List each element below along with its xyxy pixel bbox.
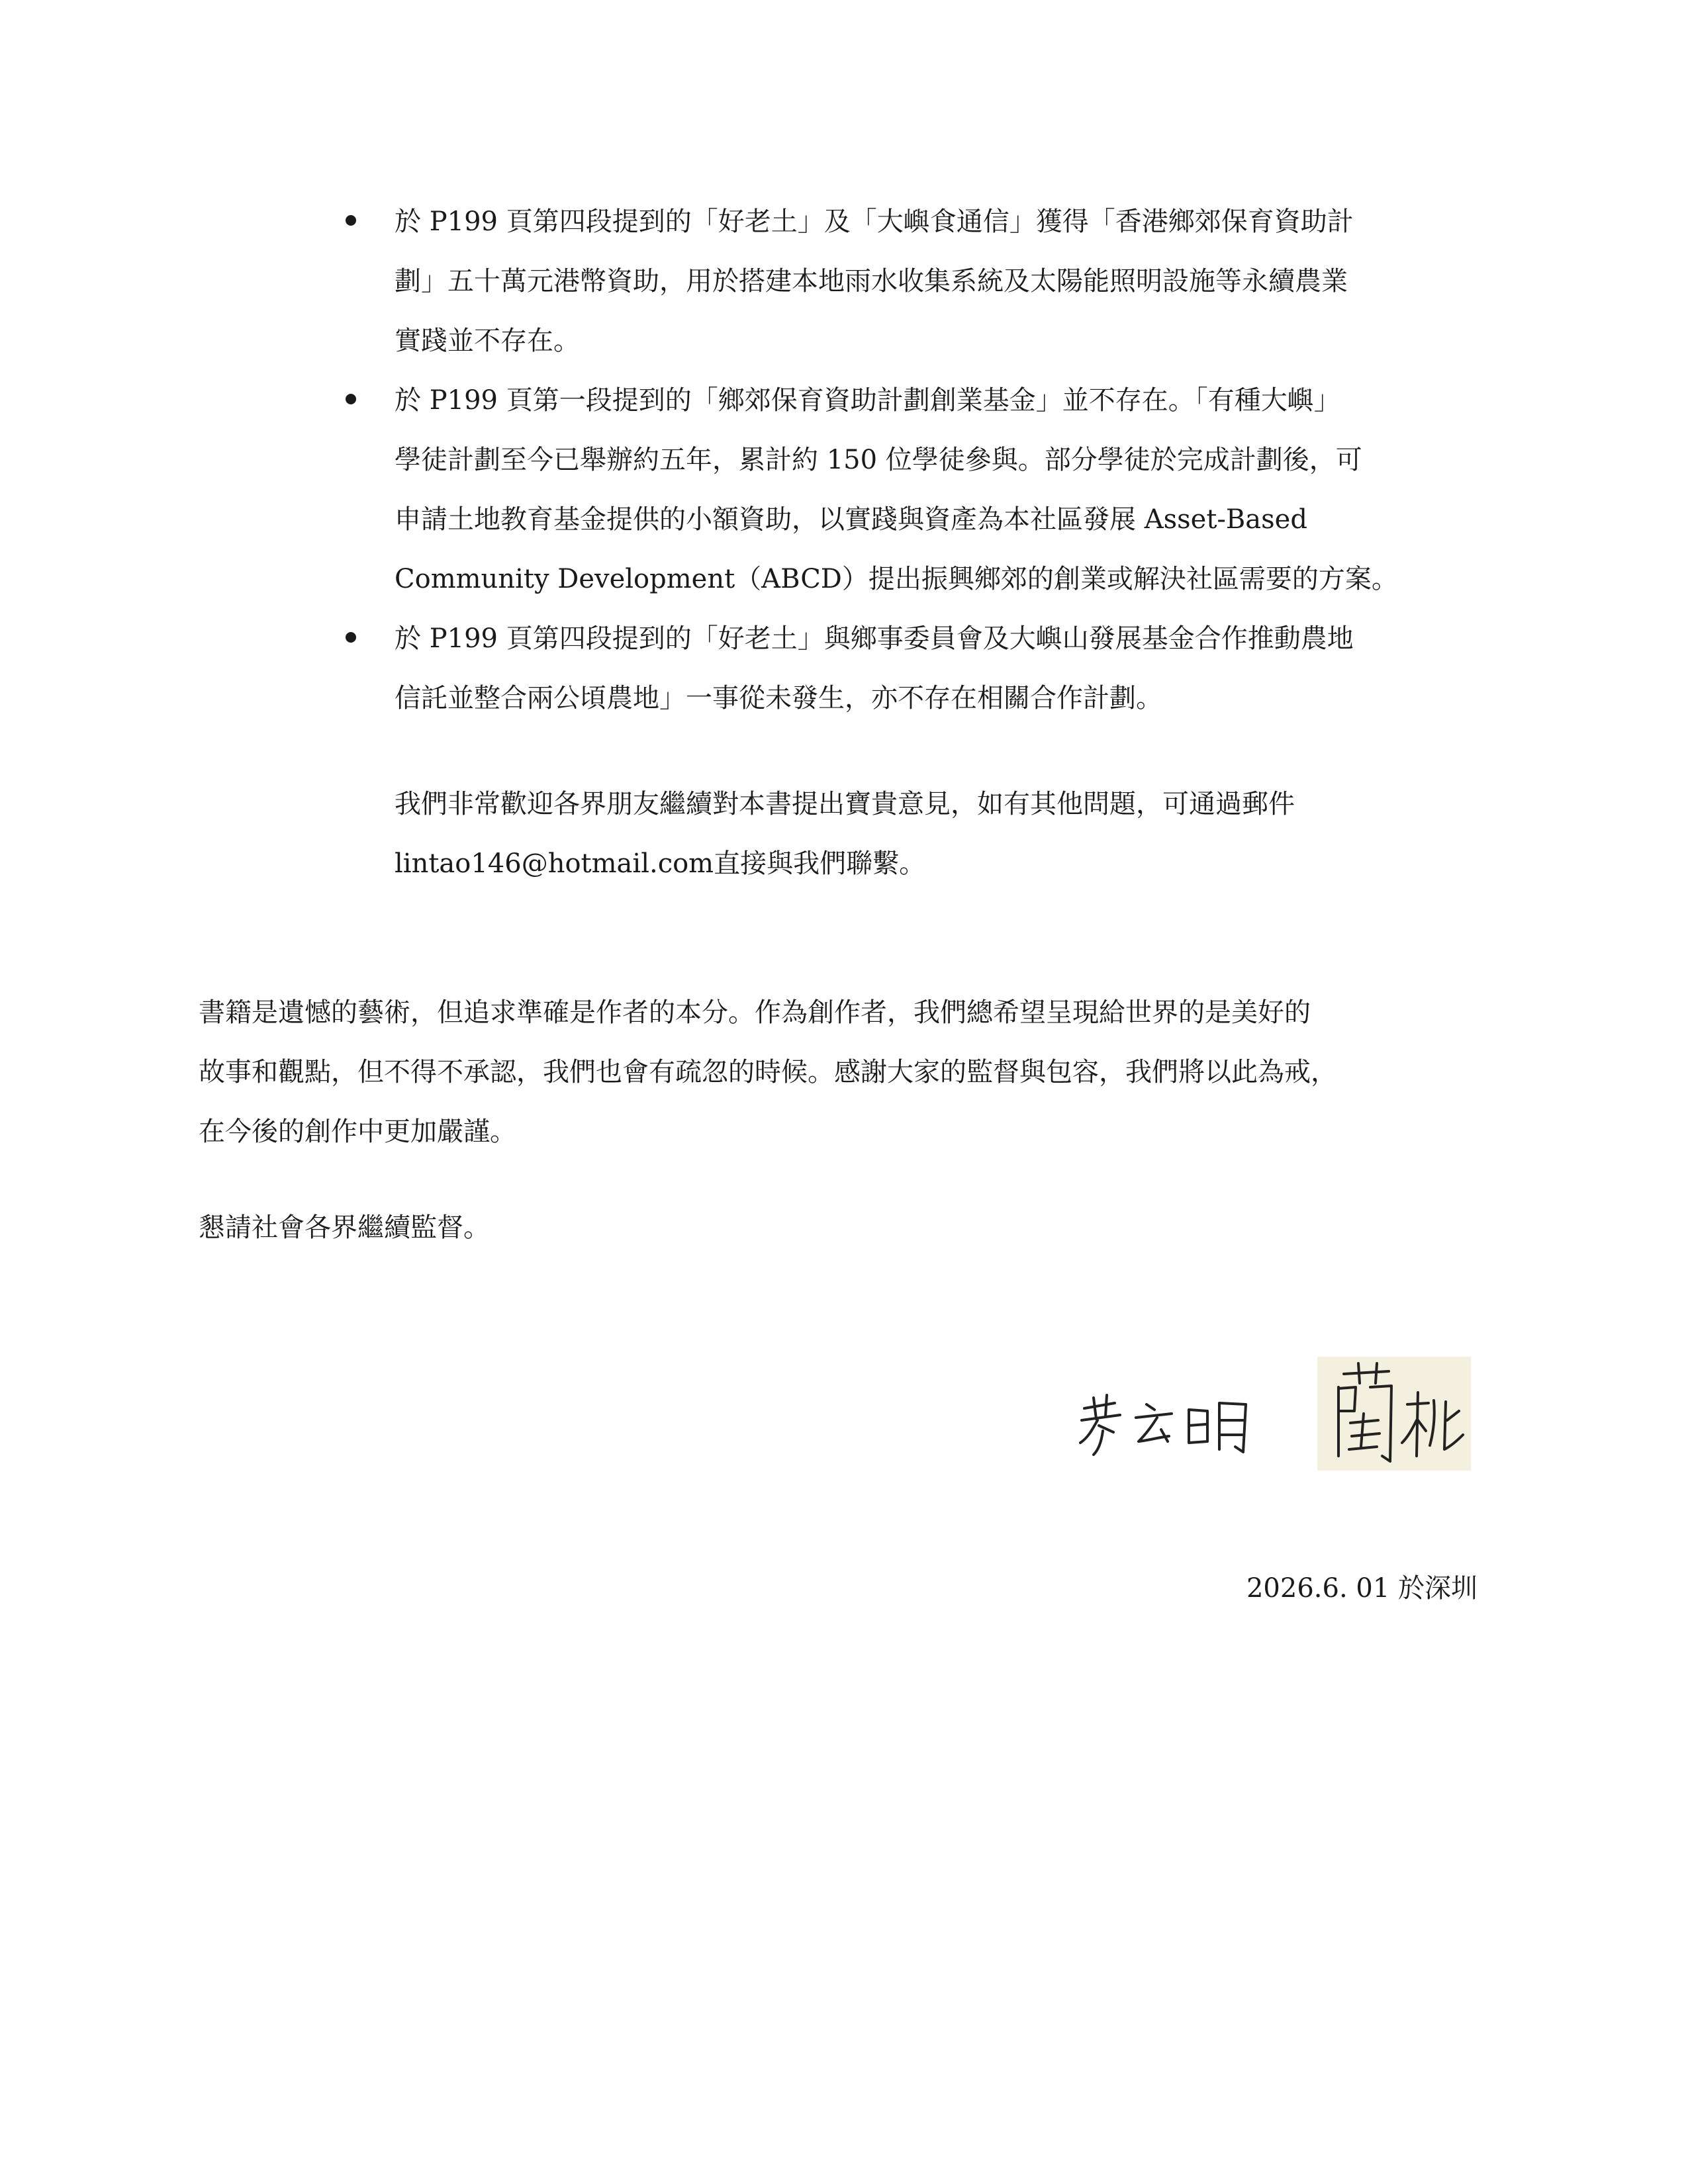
bullet-dot <box>346 215 356 226</box>
signature-huang-liming <box>1072 1383 1271 1463</box>
correction-list <box>331 192 1496 728</box>
signature-block <box>1072 1357 1470 1479</box>
list-item-line: 於 P199 頁第一段提到的「鄉郊保育資助計劃創業基金」並不存在。「有種大嶼」 <box>395 385 1340 416</box>
paragraph-line: 在今後的創作中更加嚴謹。 <box>199 1116 516 1147</box>
welcome-paragraph <box>395 774 1520 893</box>
list-item-line: 信託並整合兩公頃農地」一事從未發生，亦不存在相關合作計劃。 <box>395 683 1162 713</box>
signature-lan-tao <box>1317 1357 1471 1471</box>
contact-email-line: lintao146@hotmail.com直接與我們聯繫。 <box>395 848 926 879</box>
signing-date-place: 2026.6. 01 於深圳 <box>1246 1573 1477 1604</box>
list-item <box>331 609 1496 728</box>
list-item <box>331 371 1496 609</box>
list-item-line: 於 P199 頁第四段提到的「好老土」及「大嶼食通信」獲得「香港鄉郊保育資助計 <box>395 206 1354 237</box>
list-item-line: 學徒計劃至今已舉辦約五年，累計約 150 位學徒參與。部分學徒於完成計劃後，可 <box>395 445 1362 475</box>
paragraph-line: 故事和觀點，但不得不承認，我們也會有疏忽的時候。感謝大家的監督與包容，我們將以此為戒， <box>199 1057 1337 1087</box>
signature-paper-patch <box>1317 1357 1471 1471</box>
list-item-line: 申請土地教育基金提供的小額資助，以實踐與資產為本社區發展 Asset-Based <box>395 504 1307 535</box>
list-item-line: 實踐並不存在。 <box>395 326 580 356</box>
bullet-dot <box>346 394 356 404</box>
paragraph-line: 我們非常歡迎各界朋友繼續對本書提出寶貴意見，如有其他問題，可通過郵件 <box>395 789 1295 819</box>
closing-paragraph <box>199 983 1523 1161</box>
list-item-line: 於 P199 頁第四段提到的「好老土」與鄉事委員會及大嶼山發展基金合作推動農地 <box>395 623 1354 654</box>
list-item <box>331 192 1496 371</box>
request-sentence: 懇請社會各界繼續監督。 <box>199 1212 490 1243</box>
list-item-line: 劃」五十萬元港幣資助，用於搭建本地雨水收集系統及太陽能照明設施等永續農業 <box>395 266 1348 296</box>
list-item-line: Community Development（ABCD）提出振興鄉郊的創業或解決社區需要的方案。 <box>395 564 1398 594</box>
bullet-dot <box>346 632 356 643</box>
paragraph-line: 書籍是遺憾的藝術，但追求準確是作者的本分。作為創作者，我們總希望呈現給世界的是美好的 <box>199 997 1311 1028</box>
